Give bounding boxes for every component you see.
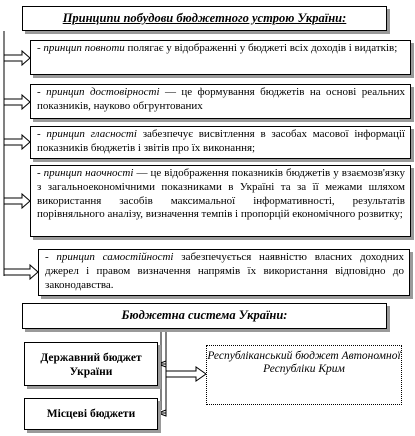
principle-term: - принцип самостійності bbox=[45, 251, 174, 263]
principle-completeness bbox=[30, 40, 411, 75]
arrow-item4 bbox=[4, 194, 30, 208]
principle-text: забезпечує висвітлення в засобах масової інформації показників бюджетів і звітів про їх виконання; bbox=[37, 128, 405, 154]
principle-text: полягає у відображенні у бюджеті всіх доходів і видатків; bbox=[124, 42, 398, 54]
principle-term: - принцип достовірності bbox=[37, 86, 160, 98]
principle-reliability bbox=[30, 84, 411, 119]
arrow-item5 bbox=[4, 265, 38, 279]
principle-term: - принцип повноти bbox=[37, 42, 125, 54]
arrow-item1 bbox=[4, 51, 30, 65]
state-budget-box: Державний бюджет України bbox=[24, 342, 158, 386]
principle-clarity bbox=[30, 165, 411, 237]
arrow-item3 bbox=[4, 135, 30, 149]
principle-term: - принцип наочності bbox=[37, 167, 134, 179]
principle-independence bbox=[38, 249, 410, 296]
local-budgets-box: Місцеві бюджети bbox=[24, 398, 158, 430]
principle-text: — це відображення показників бюджетів у взаємозв'язку з загальноекономічними показниками в Україні та за її межами шляхом використання засобів максимальної інформативності, результатів порівняльного аналізу, визначення темпів і пропорцій економічного розвитку; bbox=[37, 167, 405, 221]
principle-publicity bbox=[30, 126, 411, 159]
principle-term: - принцип гласності bbox=[37, 128, 137, 140]
budget-system-title: Бюджетна система України: bbox=[22, 303, 387, 329]
principles-title: Принципи побудови бюджетного устрою України: bbox=[22, 6, 387, 31]
principle-text: забезпечується наявністю власних доходних джерел і правом визначення напрямів їх використання відповідно до законодавства. bbox=[45, 251, 404, 291]
principle-text: — це формування бюджетів на основі реальних показників, науково обгрунтованих bbox=[37, 86, 405, 112]
arrow-item2 bbox=[4, 95, 30, 109]
crimea-budget-box: Республіканський бюджет Автономної Республіки Крим bbox=[206, 345, 402, 405]
